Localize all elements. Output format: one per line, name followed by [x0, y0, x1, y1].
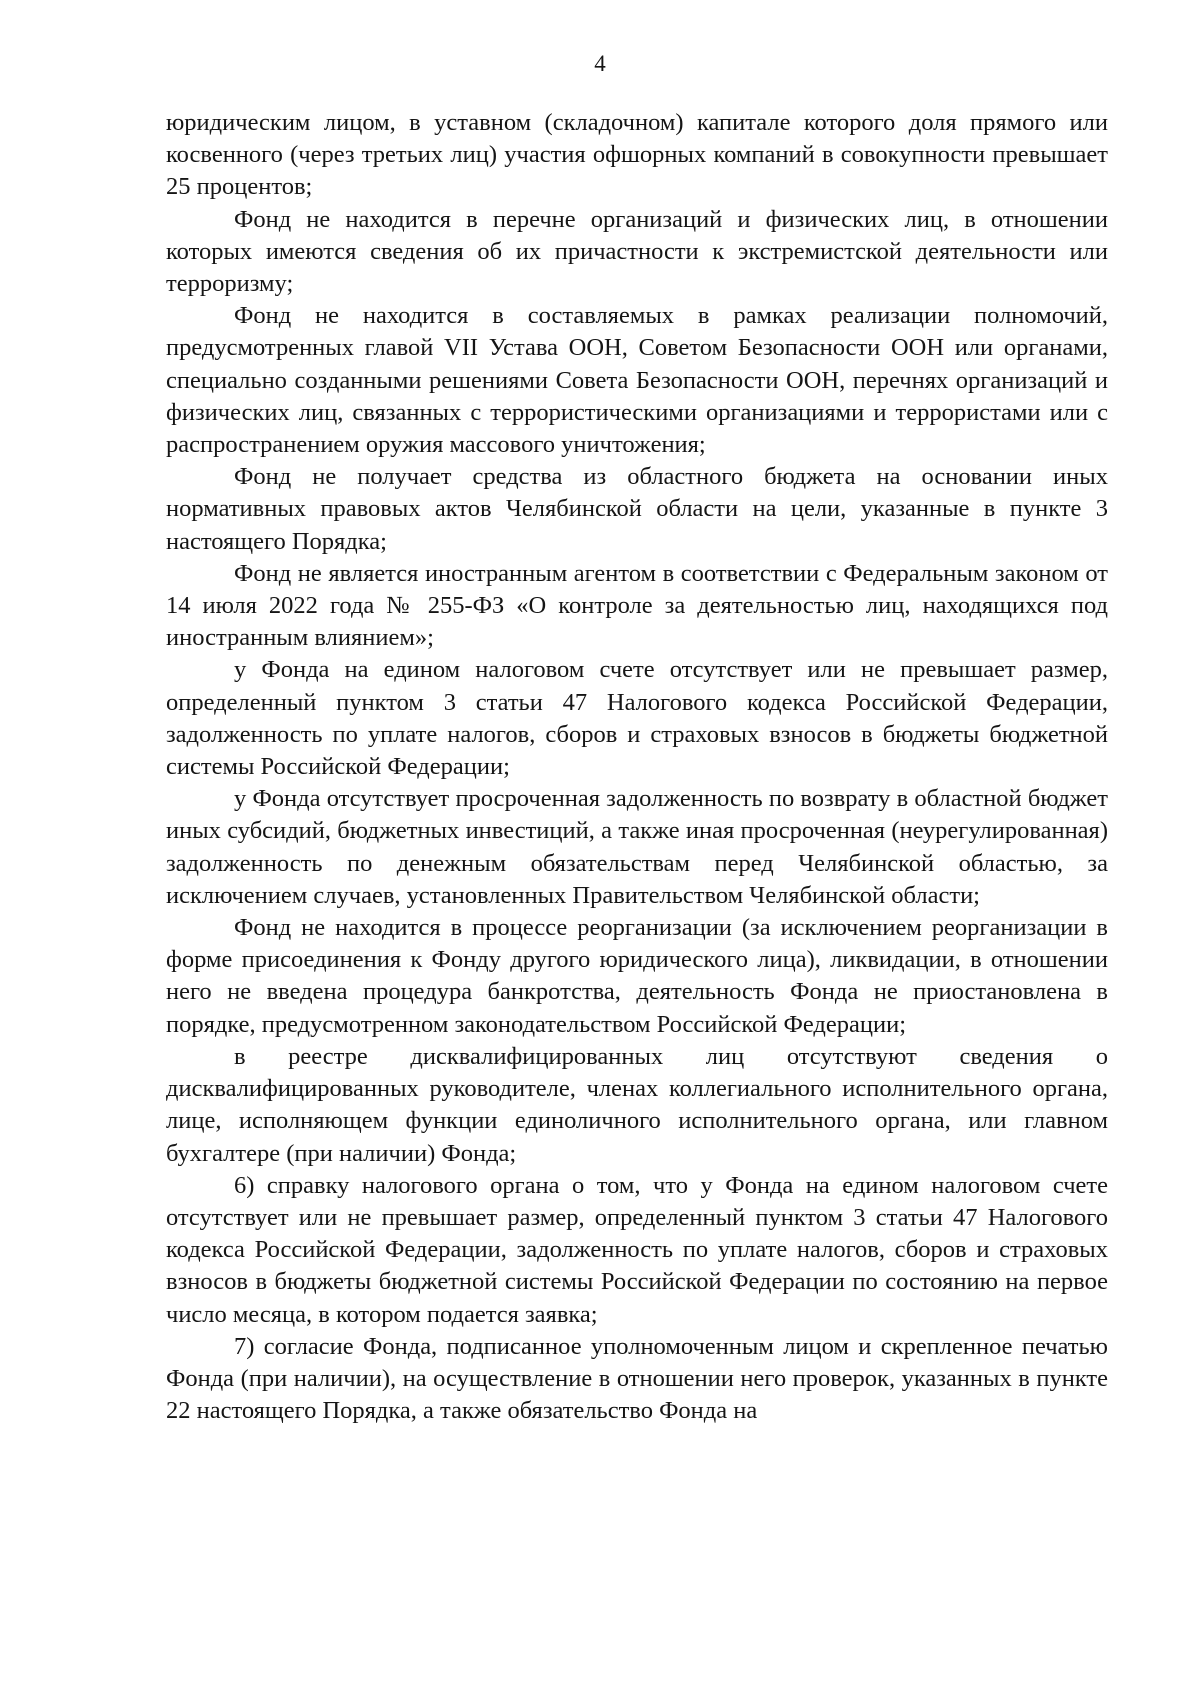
- page-number: 4: [594, 51, 606, 76]
- paragraph-other-funding: Фонд не получает средства из областного бюджета на основании иных нормативных правовых актов Челябинской области на цели, указанные в пункте 3 настоящего Порядка;: [166, 463, 1108, 555]
- paragraph-un-lists: Фонд не находится в составляемых в рамках реализации полномочий, предусмотренных главой VII Устава ООН, Советом Безопасности ООН или органами, специально созданными решениями Совета Безопасности ООН, перечнях организаций и физических лиц, связанных с террористическими организациями и террористами или с распространением оружия массового уничтожения;: [166, 302, 1108, 459]
- paragraph-overdue-debt: у Фонда отсутствует просроченная задолженность по возврату в областной бюджет иных субсидий, бюджетных инвестиций, а также иная просроченная (неурегулированная) задолженность по денежным обязательствам перед Челябинской областью, за исключением случаев, установленных Правительством Челябинской области;: [166, 785, 1108, 909]
- paragraph-foreign-agent: Фонд не является иностранным агентом в соответствии с Федеральным законом от 14 июля 2022 года № 255-ФЗ «О контроле за деятельностью лиц, находящихся под иностранным влиянием»;: [166, 559, 1108, 652]
- document-body: [166, 107, 1108, 1427]
- paragraph-item-6-tax-certificate: 6) справку налогового органа о том, что у Фонда на едином налоговом счете отсутствует или не превышает размер, определенный пунктом 3 статьи 47 Налогового кодекса Российской Федерации, задолженность по уплате налогов, сборов и страховых взносов в бюджеты бюджетной системы Российской Федерации по состоянию на первое число месяца, в котором подается заявка;: [166, 1171, 1108, 1328]
- paragraph-reorganization: Фонд не находится в процессе реорганизации (за исключением реорганизации в форме присоединения к Фонду другого юридического лица), ликвидации, в отношении него не введена процедура банкротства, деятельность Фонда не приостановлена в порядке, предусмотренном законодательством Российской Федерации;: [166, 914, 1108, 1038]
- paragraph-tax-debt: у Фонда на едином налоговом счете отсутствует или не превышает размер, определенный пунктом 3 статьи 47 Налогового кодекса Российской Федерации, задолженность по уплате налогов, сборов и страховых взносов в бюджеты бюджетной системы Российской Федерации;: [166, 656, 1108, 781]
- paragraph-item-7-consent: 7) согласие Фонда, подписанное уполномоченным лицом и скрепленное печатью Фонда (при наличии), на осуществление в отношении него проверок, указанных в пункте 22 настоящего Порядка, а также обязательство Фонда на: [166, 1332, 1108, 1425]
- paragraph-disqualified-registry: в реестре дисквалифицированных лиц отсутствуют сведения о дисквалифицированных руководителе, членах коллегиального исполнительного органа, лице, исполняющем функции единоличного исполнительного органа, или главном бухгалтере (при наличии) Фонда;: [166, 1042, 1108, 1167]
- paragraph-offshore-share: юридическим лицом, в уставном (складочном) капитале которого доля прямого или косвенного (через третьих лиц) участия офшорных компаний в совокупности превышает 25 процентов;: [166, 109, 1108, 201]
- paragraph-extremism-list: Фонд не находится в перечне организаций и физических лиц, в отношении которых имеются сведения об их причастности к экстремистской деятельности или терроризму;: [166, 205, 1108, 298]
